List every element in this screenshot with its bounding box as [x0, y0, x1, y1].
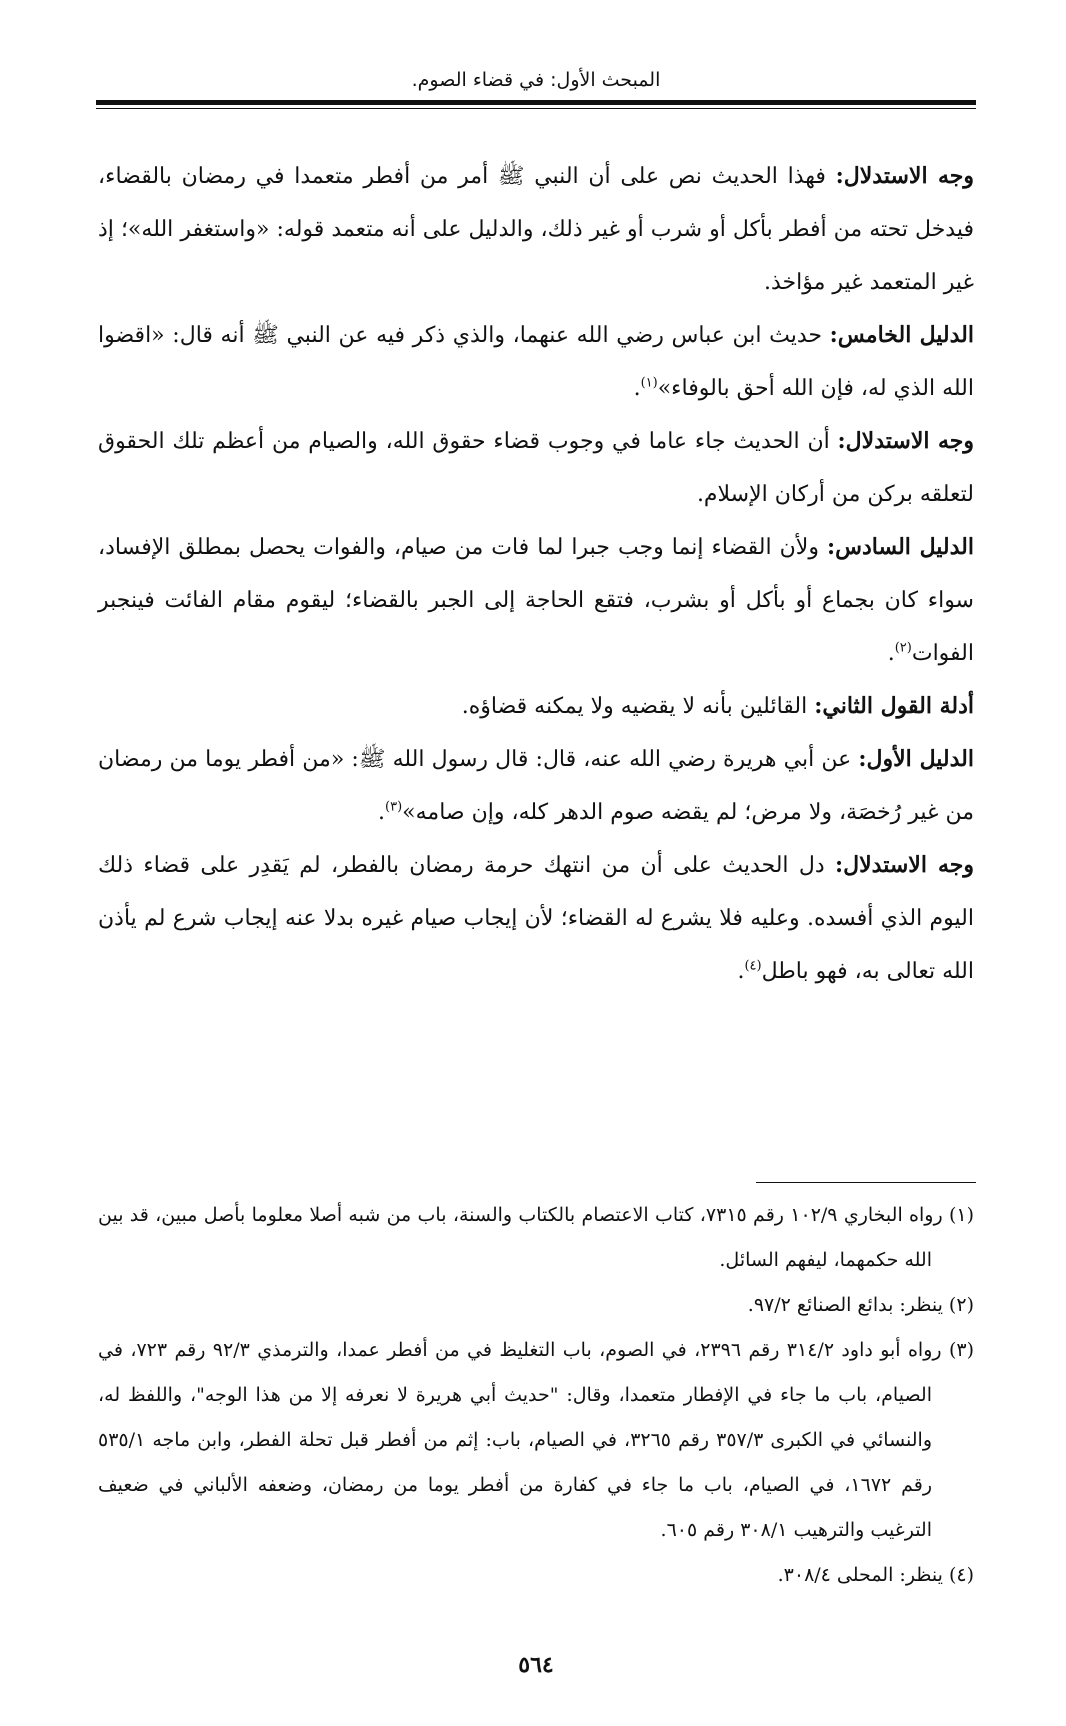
paragraph-tail: .	[737, 959, 745, 984]
running-header: المبحث الأول: في قضاء الصوم.	[411, 69, 661, 91]
footnote: (١) رواه البخاري ١٠٢/٩ رقم ٧٣١٥، كتاب الاعتصام بالكتاب والسنة، باب من شبه أصلا معلوما بأصل مبين، قد بين الله حكمهما، ليفهم السائل.	[98, 1204, 974, 1271]
paragraph-text: عن أبي هريرة رضي الله عنه، قال: قال رسول الله ﷺ: «من أفطر يوما من رمضان من غير رُخصَة، ولا مرض؛ لم يقضه صوم الدهر كله، وإن صامه»	[98, 747, 974, 825]
paragraph-label: الدليل الأول:	[858, 746, 974, 772]
footnote: (٢) ينظر: بدائع الصنائع ٩٧/٢.	[747, 1294, 974, 1316]
paragraph	[98, 150, 974, 309]
paragraph-text: أن الحديث جاء عاما في وجوب قضاء حقوق الله، والصيام من أعظم تلك الحقوق لتعلقه بركن من أركان الإسلام.	[98, 429, 974, 507]
paragraph-label: الدليل السادس:	[827, 534, 974, 560]
footnote-ref[interactable]: (٤)	[744, 958, 762, 974]
paragraph-label: أدلة القول الثاني:	[814, 693, 974, 719]
paragraph	[98, 309, 974, 415]
header-thick-rule	[96, 100, 976, 105]
paragraph-text: فهذا الحديث نص على أن النبي ﷺ أمر من أفطر متعمدا في رمضان بالقضاء، فيدخل تحته من أفطر بأكل أو شرب أو غير ذلك، والدليل على أنه متعمد قوله: «واستغفر الله»؛ إذ غير المتعمد غير مؤاخذ.	[98, 164, 974, 295]
paragraph	[98, 680, 974, 733]
footnote-separator	[756, 1182, 976, 1183]
paragraph-tail: .	[633, 376, 641, 401]
footnote: (٤) ينظر: المحلى ٣٠٨/٤.	[777, 1564, 974, 1586]
page-number: ٥٦٤	[518, 1652, 554, 1678]
paragraph-text: ولأن القضاء إنما وجب جبرا لما فات من صيام، والفوات يحصل بمطلق الإفساد، سواء كان بجماع أو بأكل أو بشرب، فتقع الحاجة إلى الجبر بالقضاء؛ ليقوم مقام الفائت فينجبر الفوات	[98, 535, 974, 666]
paragraph-label: وجه الاستدلال:	[835, 163, 974, 189]
paragraph-text: حديث ابن عباس رضي الله عنهما، والذي ذكر فيه عن النبي ﷺ أنه قال: «اقضوا الله الذي له، فإن الله أحق بالوفاء»	[98, 323, 974, 401]
header-thin-rule	[96, 108, 976, 109]
paragraph-tail: .	[378, 800, 386, 825]
paragraph-label: وجه الاستدلال:	[835, 852, 975, 878]
footnotes	[98, 1193, 974, 1598]
main-text	[98, 150, 974, 998]
paragraph	[98, 415, 974, 521]
paragraph	[98, 521, 974, 680]
paragraph-text: القائلين بأنه لا يقضيه ولا يمكنه قضاؤه.	[461, 694, 815, 719]
paragraph-label: وجه الاستدلال:	[837, 428, 974, 454]
footnote-ref[interactable]: (٣)	[385, 799, 403, 815]
footnote-ref[interactable]: (٢)	[894, 640, 912, 656]
footnote-ref[interactable]: (١)	[640, 375, 658, 391]
paragraph-text: دل الحديث على أن من انتهك حرمة رمضان بالفطر، لم يَقدِر على قضاء ذلك اليوم الذي أفسده. وعليه فلا يشرع له القضاء؛ لأن إيجاب صيام غيره بدلا عنه إيجاب شرع لم يأذن الله تعالى به، فهو باطل	[98, 853, 974, 984]
paragraph-label: الدليل الخامس:	[829, 322, 974, 348]
footnote: (٣) رواه أبو داود ٣١٤/٢ رقم ٢٣٩٦، في الصوم، باب التغليظ في من أفطر عمدا، والترمذي ٩٢/٣ رقم ٧٢٣، في الصيام، باب ما جاء في الإفطار متعمدا، وقال: "حديث أبي هريرة لا نعرفه إلا من هذا الوجه"، واللفظ له، والنسائي في الكبرى ٣٥٧/٣ رقم ٣٢٦٥، في الصيام، باب: إثم من أفطر قبل تحلة الفطر، وابن ماجه ٥٣٥/١ رقم ١٦٧٢، في الصيام، باب ما جاء في كفارة من أفطر يوما من رمضان، وضعفه الألباني في ضعيف الترغيب والترهيب ٣٠٨/١ رقم ٦٠٥.	[98, 1339, 975, 1541]
paragraph	[98, 733, 974, 839]
paragraph-tail: .	[887, 641, 895, 666]
paragraph	[98, 839, 974, 998]
